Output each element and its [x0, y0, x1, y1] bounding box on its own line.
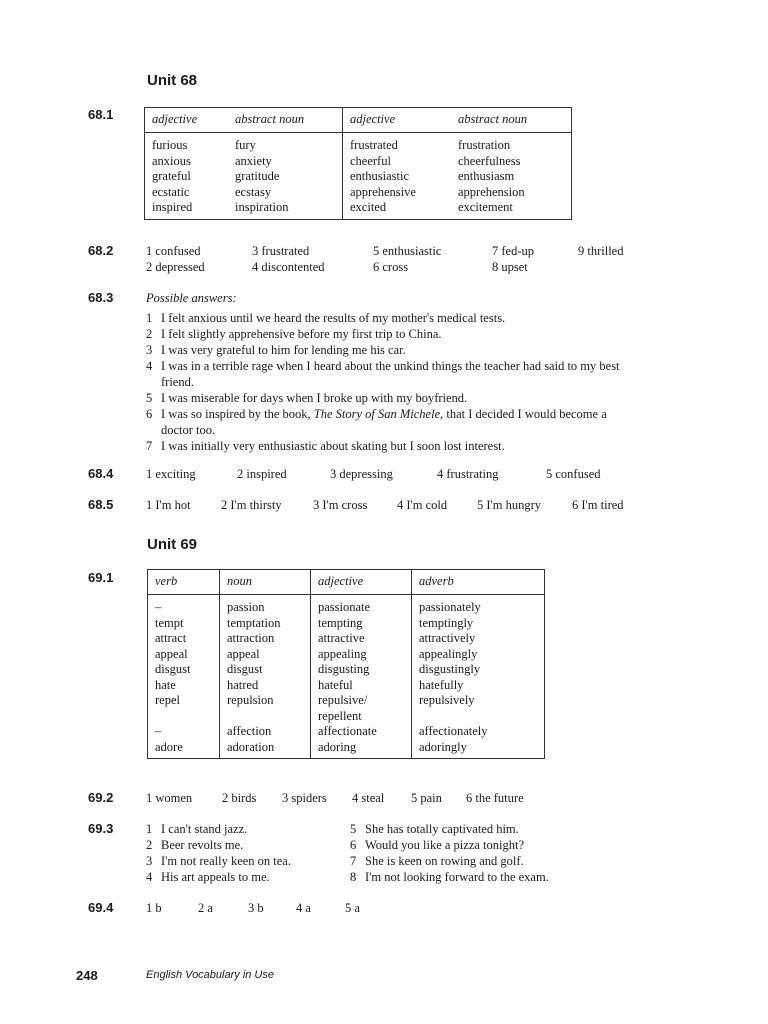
exercise-68-5-number: 68.5: [88, 497, 114, 512]
item-text: I was so inspired by the book,: [161, 407, 314, 421]
answer-item: 1 I'm hot: [146, 498, 191, 512]
table-68-1: [144, 107, 572, 220]
item-text: I felt slightly apprehensive before my first trip to China.: [161, 327, 442, 341]
list-item: [350, 821, 650, 837]
item-number: 4: [146, 870, 153, 884]
answer-item: 8 upset: [492, 260, 528, 274]
cell: adoration: [227, 739, 275, 754]
answer-item: 7 fed-up: [492, 244, 534, 258]
cell: affectionately: [419, 724, 488, 738]
answer-item: 3 I'm cross: [313, 498, 368, 512]
header-abstract-noun-2: abstract noun: [451, 108, 572, 133]
item-number: 8: [350, 870, 357, 884]
cell: temptation: [227, 615, 281, 630]
cell: repel: [155, 693, 180, 707]
cell: tempt: [155, 615, 184, 630]
cell: ecstatic: [152, 184, 190, 199]
cell: appeal: [155, 646, 188, 661]
cell: inspired: [152, 200, 193, 214]
cell: adoring: [318, 739, 357, 754]
item-text: She is keen on rowing and golf.: [365, 854, 524, 868]
answer-item: 3 b: [248, 901, 264, 915]
table-69-1: [147, 569, 545, 759]
item-text: I was in a terrible rage when I heard about the unkind things the teacher had said to my best: [161, 359, 620, 373]
list-item: [350, 869, 650, 885]
list-item: [146, 837, 346, 853]
cell: passionate: [318, 600, 371, 614]
answer-item: 2 a: [198, 901, 213, 915]
list-item: [146, 358, 726, 390]
cell: repulsive/: [318, 693, 368, 707]
item-number: 3: [146, 343, 153, 357]
list-item: [350, 837, 650, 853]
cell: cheerfulness: [458, 153, 521, 168]
list-item: [146, 310, 726, 326]
cell: frustrated: [350, 138, 398, 152]
cell: –: [155, 600, 162, 614]
cell: hatefully: [419, 677, 464, 692]
answer-item: 4 I'm cold: [397, 498, 448, 512]
item-text: Would you like a pizza tonight?: [365, 838, 525, 852]
column-adjective-2: [343, 133, 452, 220]
item-number: 7: [350, 854, 357, 868]
item-text: I'm not really keen on tea.: [161, 854, 291, 868]
item-text: I was initially very enthusiastic about skating but I soon lost interest.: [161, 439, 505, 453]
exercise-68-4-number: 68.4: [88, 466, 114, 481]
cell: repellent: [318, 708, 362, 723]
cell: passionately: [419, 600, 481, 614]
answer-item: 4 steal: [352, 791, 385, 805]
exercise-69-3-number: 69.3: [88, 821, 114, 836]
column-adverb: [412, 595, 545, 759]
item-number: 2: [146, 838, 153, 852]
answer-item: 3 spiders: [282, 791, 327, 805]
cell: affectionate: [318, 724, 377, 738]
exercise-68-1-number: 68.1: [88, 107, 114, 122]
cell: –: [155, 724, 162, 738]
item-number: 6: [350, 838, 357, 852]
column-abstract-noun: [228, 133, 343, 220]
unit-69-title: Unit 69: [147, 536, 198, 553]
header-adjective: adjective: [311, 570, 412, 595]
item-text: I was miserable for days when I broke up with my boyfriend.: [161, 391, 468, 405]
answer-item: 4 discontented: [252, 260, 325, 274]
item-text: Beer revolts me.: [161, 838, 244, 852]
cell: disgust: [227, 662, 263, 676]
header-verb: verb: [148, 570, 220, 595]
header-abstract-noun: abstract noun: [228, 108, 343, 133]
answer-item: 1 confused: [146, 244, 201, 258]
item-text: I felt anxious until we heard the results of my mother's medical tests.: [161, 311, 506, 325]
answer-list-68-3: [146, 310, 726, 454]
exercise-68-2-number: 68.2: [88, 243, 114, 258]
cell: attractively: [419, 631, 476, 645]
list-item: [146, 869, 346, 885]
answer-list-69-3-left: [146, 821, 346, 885]
book-title: The Story of San Michele: [313, 407, 441, 421]
exercise-68-3-number: 68.3: [88, 290, 114, 305]
cell: disgustingly: [419, 662, 481, 676]
cell: attract: [155, 631, 187, 645]
cell: excited: [350, 200, 387, 214]
cell: enthusiastic: [350, 169, 410, 183]
column-adjective: [311, 595, 412, 759]
item-number: 4: [146, 359, 153, 373]
answer-item: 2 birds: [222, 791, 257, 805]
exercise-69-2-number: 69.2: [88, 790, 114, 805]
cell: apprehensive: [350, 184, 416, 199]
column-verb: [148, 595, 220, 759]
item-number: 5: [350, 822, 357, 836]
cell: affection: [227, 724, 272, 738]
item-number: 1: [146, 822, 153, 836]
answer-list-69-3-right: [350, 821, 650, 885]
answer-item: 3 frustrated: [252, 244, 310, 258]
header-adjective: adjective: [145, 108, 229, 133]
list-item: [146, 406, 726, 438]
cell: [155, 709, 212, 725]
cell: appealing: [318, 646, 367, 661]
cell: [227, 709, 303, 725]
cell: adore: [155, 739, 183, 754]
cell: frustration: [458, 138, 511, 152]
item-number: 3: [146, 854, 153, 868]
cell: [419, 709, 537, 725]
item-text: I was very grateful to him for lending me his car.: [161, 343, 406, 357]
list-item: [146, 438, 726, 454]
item-text: She has totally captivated him.: [365, 822, 519, 836]
cell: temptingly: [419, 615, 474, 630]
cell: fury: [235, 138, 256, 152]
item-text: I can't stand jazz.: [161, 822, 248, 836]
list-item: [146, 326, 726, 342]
cell: hateful: [318, 677, 353, 692]
cell: disgusting: [318, 662, 370, 676]
list-item: [350, 853, 650, 869]
header-adverb: adverb: [412, 570, 545, 595]
list-item: [146, 342, 726, 358]
column-abstract-noun-2: [451, 133, 572, 220]
answer-item: 1 b: [146, 901, 162, 915]
cell: adoringly: [419, 739, 467, 754]
cell: attraction: [227, 631, 275, 645]
answer-item: 2 I'm thirsty: [221, 498, 282, 512]
unit-68-title: Unit 68: [147, 72, 198, 89]
cell: inspiration: [235, 200, 289, 214]
answer-item: 6 I'm tired: [572, 498, 624, 512]
item-number: 5: [146, 391, 153, 405]
cell: anxious: [152, 153, 191, 168]
cell: grateful: [152, 169, 191, 183]
cell: appeal: [227, 646, 260, 661]
answer-item: 1 women: [146, 791, 193, 805]
cell: disgust: [155, 662, 191, 676]
book-title-footer: English Vocabulary in Use: [146, 969, 274, 981]
cell: passion: [227, 600, 265, 614]
cell: anxiety: [235, 153, 272, 168]
cell: gratitude: [235, 169, 280, 183]
item-number: 2: [146, 327, 153, 341]
cell: appealingly: [419, 646, 478, 661]
possible-answers-label: Possible answers:: [146, 291, 237, 305]
answer-item: 5 enthusiastic: [373, 244, 442, 258]
answer-item: 6 cross: [373, 260, 409, 274]
answer-item: 2 inspired: [237, 467, 287, 481]
cell: cheerful: [350, 153, 391, 168]
answer-item: 5 I'm hungry: [477, 498, 542, 512]
cell: apprehension: [458, 184, 525, 199]
answer-item: 5 pain: [411, 791, 442, 805]
list-item: [146, 821, 346, 837]
answer-item: 5 a: [345, 901, 360, 915]
item-text: , that I decided I would become a: [440, 407, 607, 421]
column-adjective: [145, 133, 229, 220]
item-number: 7: [146, 439, 153, 453]
item-text: His art appeals to me.: [161, 870, 270, 884]
item-text-continued: doctor too.: [161, 423, 216, 437]
exercise-69-4-number: 69.4: [88, 900, 114, 915]
answer-item: 6 the future: [466, 791, 524, 805]
item-number: 6: [146, 407, 153, 421]
answer-item: 2 depressed: [146, 260, 205, 274]
answer-item: 5 confused: [546, 467, 601, 481]
answer-item: 4 a: [296, 901, 311, 915]
item-text-continued: friend.: [161, 375, 194, 389]
cell: attractive: [318, 631, 365, 645]
exercise-69-1-number: 69.1: [88, 570, 114, 585]
cell: hate: [155, 677, 176, 692]
answer-item: 4 frustrating: [437, 467, 499, 481]
column-noun: [220, 595, 311, 759]
page-number: 248: [76, 968, 98, 983]
list-item: [146, 853, 346, 869]
answer-item: 1 exciting: [146, 467, 196, 481]
list-item: [146, 390, 726, 406]
cell: ecstasy: [235, 184, 272, 199]
item-number: 1: [146, 311, 153, 325]
header-noun: noun: [220, 570, 311, 595]
cell: hatred: [227, 677, 259, 692]
cell: excitement: [458, 200, 513, 214]
cell: repulsion: [227, 693, 274, 707]
cell: furious: [152, 138, 188, 152]
cell: tempting: [318, 615, 363, 630]
header-adjective-2: adjective: [343, 108, 452, 133]
cell: repulsively: [419, 693, 475, 707]
cell: enthusiasm: [458, 169, 515, 183]
item-text: I'm not looking forward to the exam.: [365, 870, 549, 884]
answer-item: 3 depressing: [330, 467, 393, 481]
answer-item: 9 thrilled: [578, 244, 624, 258]
